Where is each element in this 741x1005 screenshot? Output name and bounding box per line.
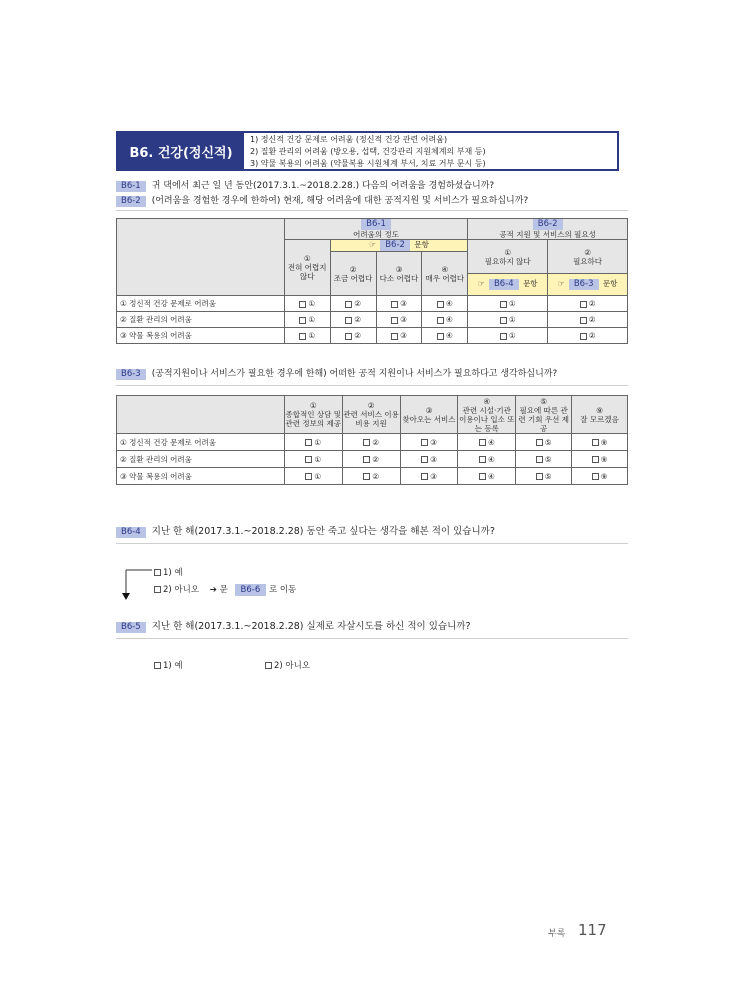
goto-tag: B6-2: [380, 240, 410, 251]
answer-cell[interactable]: ⑤: [516, 451, 572, 468]
checkbox[interactable]: [500, 301, 507, 308]
question-tag: B6-1: [116, 181, 146, 192]
checkbox[interactable]: [580, 301, 587, 308]
question-text: 지난 한 해(2017.3.1.~2018.2.28) 동안 죽고 싶다는 생각을 해본 적이 있습니까?: [151, 526, 495, 537]
checkbox[interactable]: [592, 456, 599, 463]
row-label: ② 질환 관리의 어려움: [117, 312, 285, 328]
question-b6-5: [116, 620, 471, 633]
answer-cell[interactable]: ①: [284, 451, 342, 468]
checkbox[interactable]: [305, 473, 312, 480]
col-label: 매우 어렵다: [425, 273, 465, 283]
answer-cell[interactable]: ②: [330, 296, 376, 312]
answer-cell[interactable]: ①: [284, 296, 330, 312]
col-label: 조금 어렵다: [333, 273, 373, 283]
checkbox[interactable]: [391, 301, 398, 308]
goto-tag: B6-6: [235, 584, 267, 596]
question-text: (어려움을 경험한 경우에 한하여) 현재, 해당 어려움에 대한 공적지원 및 서비스가 필요하십니까?: [151, 196, 529, 206]
goto-tag: B6-4: [489, 279, 519, 290]
answer-cell[interactable]: ⑨: [572, 468, 628, 485]
col-label: 필요하지 않다: [484, 256, 531, 266]
checkbox[interactable]: [154, 586, 161, 593]
t2-col-header: ⑨ 잘 모르겠음: [572, 396, 628, 434]
checkbox[interactable]: [536, 439, 543, 446]
checkbox[interactable]: [363, 456, 370, 463]
answer-cell[interactable]: ①: [468, 312, 548, 328]
answer-cell[interactable]: ④: [422, 328, 468, 344]
question-tag: B6-5: [116, 622, 146, 633]
answer-cell[interactable]: ⑨: [572, 434, 628, 451]
question-text: (공적지원이나 서비스가 필요한 경우에 한해) 어떠한 공적 지원이나 서비스가 필요하다고 생각하십니까?: [151, 369, 558, 379]
col-num: ①: [504, 247, 512, 257]
row-label: ② 질환 관리의 어려움: [117, 451, 285, 468]
goto-b6-4-note: [468, 274, 548, 296]
checkbox[interactable]: [299, 301, 306, 308]
difficulty-table: [116, 218, 628, 344]
checkbox[interactable]: [592, 439, 599, 446]
checkbox[interactable]: [500, 333, 507, 340]
pointer-icon: ☞: [557, 279, 565, 288]
col4-header: [422, 252, 468, 296]
group1-header: [284, 219, 468, 240]
checkbox[interactable]: [500, 317, 507, 324]
section-header: [116, 131, 619, 171]
answer-cell[interactable]: ③: [376, 312, 422, 328]
pointer-icon: ☞: [369, 240, 376, 249]
checkbox[interactable]: [363, 473, 370, 480]
table-row: [117, 312, 628, 328]
checkbox[interactable]: [265, 662, 272, 669]
checkbox[interactable]: [299, 317, 306, 324]
answer-cell[interactable]: ④: [458, 451, 516, 468]
support-type-table: [116, 395, 628, 485]
t2-col-header: ① 종합적인 상담 및 관련 정보의 제공: [284, 396, 342, 434]
question-tag: B6-3: [116, 369, 146, 380]
group2-tag: B6-2: [533, 219, 563, 230]
answer-cell[interactable]: ③: [400, 468, 458, 485]
answer-cell[interactable]: ①: [468, 328, 548, 344]
goto-b6-3-note: [548, 274, 628, 296]
question-tag: B6-2: [116, 196, 146, 207]
checkbox[interactable]: [536, 456, 543, 463]
answer-cell[interactable]: ①: [284, 434, 342, 451]
question-text: 귀 댁에서 최근 일 년 동안(2017.3.1.~2018.2.28.) 다음의 어려움을 경험하셨습니까?: [151, 181, 495, 191]
answer-cell[interactable]: ①: [284, 328, 330, 344]
section-item: 3) 약물 복용의 어려움 (약물복용 시원체계 부서, 치료 거부 문시 등): [250, 159, 486, 168]
row-label: ① 정신적 건강 문제로 어려움: [117, 296, 285, 312]
checkbox[interactable]: [580, 333, 587, 340]
t2-col-header: ④ 관련 시설·기관 이용이나 입소 또는 등록: [459, 396, 515, 433]
checkbox[interactable]: [345, 317, 352, 324]
checkbox[interactable]: [437, 317, 444, 324]
checkbox[interactable]: [421, 456, 428, 463]
col3-header: [376, 252, 422, 296]
option-label: 1) 예: [163, 661, 183, 671]
col-label: 전혀 어렵지 않다: [287, 263, 327, 281]
checkbox[interactable]: [154, 569, 161, 576]
section-item: 1) 정신적 건강 문제로 어려움 (정신적 건강 관련 어려움): [250, 135, 448, 144]
checkbox[interactable]: [592, 473, 599, 480]
option-no[interactable]: [265, 659, 310, 671]
section-item: 2) 질환 관리의 어려움 (방오용, 섭택, 건강관리 지원체계의 부재 등): [250, 147, 486, 156]
answer-cell[interactable]: ⑤: [516, 434, 572, 451]
checkbox[interactable]: [154, 662, 161, 669]
group1-tag: B6-1: [361, 219, 391, 230]
col6-header: [548, 240, 628, 274]
col-num: ②: [584, 247, 591, 257]
answer-cell[interactable]: ②: [330, 328, 376, 344]
page-number: 117: [578, 921, 607, 939]
col-num: ①: [303, 254, 311, 263]
question-tag: B6-4: [116, 527, 146, 538]
answer-cell[interactable]: ②: [342, 468, 400, 485]
col-num: ③: [395, 264, 403, 274]
table-row: [117, 451, 628, 468]
col5-header: [468, 240, 548, 274]
answer-cell[interactable]: ④: [422, 312, 468, 328]
question-b6-3: [116, 368, 557, 381]
t2-col-header: ③ 찾아오는 서비스: [400, 396, 458, 434]
checkbox[interactable]: [421, 473, 428, 480]
question-text: 지난 한 해(2017.3.1.~2018.2.28) 실제로 자살시도를 하신 적이 있습니까?: [151, 621, 471, 632]
branch-arrow-icon: [120, 566, 154, 602]
goto-b6-2-note: [330, 240, 468, 252]
footer-section: 부록: [548, 929, 566, 939]
row-label: ③ 약물 복용의 어려움: [117, 468, 285, 485]
question-b6-1: [116, 180, 494, 193]
checkbox[interactable]: [391, 317, 398, 324]
checkbox[interactable]: [479, 456, 486, 463]
col-label: 필요하다: [573, 256, 603, 266]
answer-cell[interactable]: ②: [548, 312, 628, 328]
table-row: [117, 296, 628, 312]
group1-title: 어려움의 정도: [353, 230, 399, 239]
table-row: [117, 468, 628, 485]
checkbox[interactable]: [479, 473, 486, 480]
goto-suffix: 문항: [414, 240, 429, 249]
divider: [116, 210, 628, 211]
row-label: ③ 약물 복용의 어려움: [117, 328, 285, 344]
option-label: 2) 아니오: [274, 661, 311, 671]
option-yes[interactable]: [154, 659, 183, 671]
group2-title: 공적 지원 및 서비스의 필요성: [499, 230, 596, 239]
answer-cell[interactable]: ①: [468, 296, 548, 312]
answer-cell[interactable]: ④: [458, 434, 516, 451]
group2-header: [468, 219, 628, 240]
corner-cell: [117, 396, 285, 434]
t2-col-header: ② 관련 서비스 이용비용 지원: [342, 396, 400, 434]
divider: [116, 543, 628, 544]
option-no[interactable]: [154, 583, 296, 596]
checkbox[interactable]: [391, 333, 398, 340]
answer-cell[interactable]: ②: [342, 434, 400, 451]
question-b6-2: [116, 195, 528, 208]
divider: [116, 638, 628, 639]
checkbox[interactable]: [479, 439, 486, 446]
goto-tag: B6-3: [569, 279, 599, 290]
t2-col-header: ⑤ 필요에 따른 관련 기회 우선 제공: [516, 396, 572, 434]
col-num: ②: [349, 264, 357, 274]
answer-cell[interactable]: ④: [422, 296, 468, 312]
answer-cell[interactable]: ②: [330, 312, 376, 328]
checkbox[interactable]: [345, 333, 352, 340]
goto-suffix: 로 이동: [268, 585, 297, 595]
answer-cell[interactable]: ③: [400, 434, 458, 451]
checkbox[interactable]: [299, 333, 306, 340]
checkbox[interactable]: [421, 439, 428, 446]
answer-cell[interactable]: ⑨: [572, 451, 628, 468]
checkbox[interactable]: [363, 439, 370, 446]
checkbox[interactable]: [345, 301, 352, 308]
goto-suffix: 문항: [523, 279, 538, 288]
answer-cell[interactable]: ②: [548, 328, 628, 344]
col-label: 다소 어렵다: [379, 273, 419, 283]
answer-cell[interactable]: ④: [458, 468, 516, 485]
table-row: [117, 434, 628, 451]
col1-header: [284, 240, 330, 296]
col2-header: [330, 252, 376, 296]
checkbox[interactable]: [305, 439, 312, 446]
option-label: 2) 아니오: [163, 585, 200, 595]
answer-cell[interactable]: ③: [376, 296, 422, 312]
section-description: [244, 133, 617, 169]
answer-cell[interactable]: ③: [376, 328, 422, 344]
answer-cell[interactable]: ②: [342, 451, 400, 468]
checkbox[interactable]: [536, 473, 543, 480]
goto-arrow: ➔ 문: [209, 585, 228, 595]
answer-cell[interactable]: ①: [284, 468, 342, 485]
section-title: B6. 건강(정신적): [118, 133, 244, 169]
answer-cell[interactable]: ⑤: [516, 468, 572, 485]
checkbox[interactable]: [437, 333, 444, 340]
answer-cell[interactable]: ②: [548, 296, 628, 312]
goto-suffix: 문항: [602, 279, 618, 288]
answer-cell[interactable]: ③: [400, 451, 458, 468]
option-label: 1) 예: [163, 568, 183, 578]
pointer-icon: ☞: [477, 279, 485, 288]
col-num: ④: [441, 264, 449, 274]
option-yes[interactable]: [154, 566, 183, 578]
checkbox[interactable]: [437, 301, 444, 308]
checkbox[interactable]: [580, 317, 587, 324]
row-label: ① 정신적 건강 문제로 어려움: [117, 434, 285, 451]
divider: [116, 385, 628, 386]
question-b6-4: [116, 525, 495, 538]
corner-cell: [117, 219, 285, 296]
answer-cell[interactable]: ①: [284, 312, 330, 328]
checkbox[interactable]: [305, 456, 312, 463]
table-row: [117, 328, 628, 344]
